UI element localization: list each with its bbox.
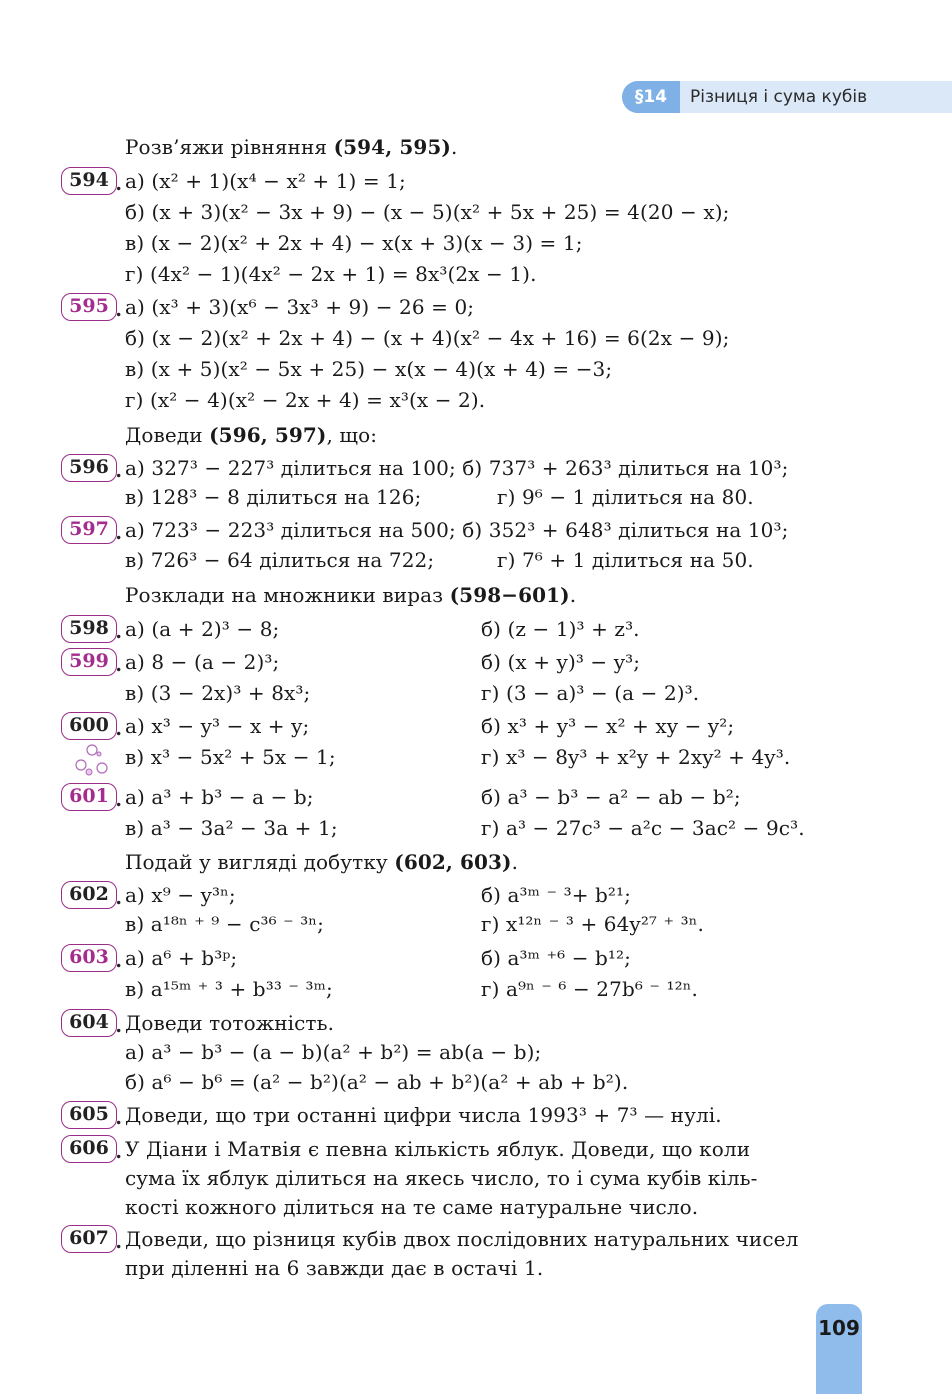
text-line: б) (x + 3)(x² − 3x + 9) − (x − 5)(x² + 5x + 25) = 4(20 − x);	[125, 200, 730, 224]
text-line: а) x⁹ − y³ⁿ;	[125, 883, 236, 907]
text-line: кості кожного ділиться на те саме натуральне число.	[125, 1195, 699, 1219]
exercise-number-badge: 607 .	[61, 1225, 117, 1253]
text-line: а) a⁶ + b³ᵖ;	[125, 946, 238, 970]
text-line: в) 726³ − 64 ділиться на 722;	[125, 548, 435, 572]
exercise-number-badge: 602 .	[61, 881, 117, 909]
text-line: а) (x² + 1)(x⁴ − x² + 1) = 1;	[125, 169, 406, 193]
text-line: в) (x + 5)(x² − 5x + 25) − x(x − 4)(x + 4) = −3;	[125, 357, 613, 381]
text-line: г) (3 − a)³ − (a − 2)³.	[481, 681, 700, 705]
exercise-number: 598	[69, 617, 109, 639]
text-line: а) a³ − b³ − (a − b)(a² + b²) = ab(a − b);	[125, 1040, 542, 1064]
text-line: Подай у вигляді добутку (602, 603).	[125, 850, 519, 874]
text-line: б) (z − 1)³ + z³.	[481, 617, 640, 641]
text-line: в) a³ − 3a² − 3a + 1;	[125, 816, 338, 840]
exercise-number: 604	[69, 1011, 109, 1033]
text-line: Доведи тотожність.	[125, 1011, 335, 1035]
text-line: г) 7⁶ + 1 ділиться на 50.	[497, 548, 754, 572]
exercise-number-badge: 605 .	[61, 1101, 117, 1129]
text-line: г) (4x² − 1)(4x² − 2x + 1) = 8x³(2x − 1).	[125, 262, 537, 286]
text-line: Розв’яжи рівняння (594, 595).	[125, 135, 458, 159]
exercise-number-badge: 595 .	[61, 293, 117, 321]
exercise-number-badge: 596 .	[61, 454, 117, 482]
exercise-number: 603	[69, 946, 109, 968]
group-work-icon	[74, 743, 110, 779]
text-line: б) (x − 2)(x² + 2x + 4) − (x + 4)(x² − 4x + 16) = 6(2x − 9);	[125, 326, 730, 350]
text-line: в) (3 − 2x)³ + 8x³;	[125, 681, 311, 705]
text-line: б) (x + y)³ − y³;	[481, 650, 641, 674]
text-line: а) (a + 2)³ − 8;	[125, 617, 280, 641]
exercise-number: 606	[69, 1137, 109, 1159]
text-line: Доведи, що три останні цифри числа 1993³ + 7³ — нулі.	[125, 1103, 722, 1127]
exercise-number-badge: 600 .	[61, 712, 117, 740]
section-header	[622, 81, 952, 113]
text-line: а) 8 − (a − 2)³;	[125, 650, 280, 674]
text-line: б) a⁶ − b⁶ = (a² − b²)(a² − ab + b²)(a² + ab + b²).	[125, 1070, 629, 1094]
text-line: Доведи, що різниця кубів двох послідовних натуральних чисел	[125, 1227, 799, 1251]
exercise-number-badge: 601 .	[61, 783, 117, 811]
section-title: Різниця і сума кубів	[690, 87, 868, 107]
exercise-number: 601	[69, 785, 109, 807]
text-line: в) a¹⁸ⁿ ⁺ ⁹ − c³⁶ ⁻ ³ⁿ;	[125, 912, 325, 936]
text-line: Розклади на множники вираз (598−601).	[125, 583, 577, 607]
text-line: сума їх яблук ділиться на якесь число, то і сума кубів кіль-	[125, 1166, 758, 1190]
text-line: в) x³ − 5x² + 5x − 1;	[125, 745, 336, 769]
exercise-number: 597	[69, 518, 109, 540]
exercise-number: 600	[69, 714, 109, 736]
text-line: г) (x² − 4)(x² − 2x + 4) = x³(x − 2).	[125, 388, 486, 412]
exercise-number: 595	[69, 295, 109, 317]
text-line: г) a³ − 27c³ − a²c − 3ac² − 9c³.	[481, 816, 805, 840]
text-line: в) 128³ − 8 ділиться на 126;	[125, 485, 422, 509]
exercise-number-badge: 598 .	[61, 615, 117, 643]
exercise-number: 602	[69, 883, 109, 905]
text-line: в) (x − 2)(x² + 2x + 4) − x(x + 3)(x − 3) = 1;	[125, 231, 583, 255]
text-line: а) a³ + b³ − a − b;	[125, 785, 314, 809]
text-line: а) 327³ − 227³ ділиться на 100; б) 737³ + 263³ ділиться на 10³;	[125, 456, 789, 480]
exercise-number: 607	[69, 1227, 109, 1249]
section-number: §14	[622, 81, 680, 113]
text-line: г) x¹²ⁿ ⁻ ³ + 64y²⁷ ⁺ ³ⁿ.	[481, 912, 704, 936]
text-line: б) a³ᵐ ⁻ ³+ b²¹;	[481, 883, 631, 907]
text-line: Доведи (596, 597), що:	[125, 423, 378, 447]
exercise-number-badge: 606 .	[61, 1135, 117, 1163]
exercise-number-badge: 604 .	[61, 1009, 117, 1037]
exercise-number-badge: 603 .	[61, 944, 117, 972]
text-line: б) a³ − b³ − a² − ab − b²;	[481, 785, 741, 809]
text-line: г) x³ − 8y³ + x²y + 2xy² + 4y³.	[481, 745, 791, 769]
exercise-number: 596	[69, 456, 109, 478]
exercise-number-badge: 599 .	[61, 648, 117, 676]
page-number: 109	[816, 1304, 862, 1394]
text-line: У Діани і Матвія є певна кількість яблук. Доведи, що коли	[125, 1137, 751, 1161]
text-line: г) a⁹ⁿ ⁻ ⁶ − 27b⁶ ⁻ ¹²ⁿ.	[481, 977, 698, 1001]
text-line: в) a¹⁵ᵐ ⁺ ³ + b³³ ⁻ ³ᵐ;	[125, 977, 333, 1001]
text-line: при діленні на 6 завжди дає в остачі 1.	[125, 1256, 544, 1280]
text-line: б) a³ᵐ ⁺⁶ − b¹²;	[481, 946, 631, 970]
text-line: г) 9⁶ − 1 ділиться на 80.	[497, 485, 754, 509]
text-line: а) 723³ − 223³ ділиться на 500; б) 352³ + 648³ ділиться на 10³;	[125, 518, 789, 542]
exercise-number-badge: 594 .	[61, 167, 117, 195]
text-line: а) x³ − y³ − x + y;	[125, 714, 310, 738]
text-line: а) (x³ + 3)(x⁶ − 3x³ + 9) − 26 = 0;	[125, 295, 475, 319]
exercise-number: 594	[69, 169, 109, 191]
exercise-number: 605	[69, 1103, 109, 1125]
text-line: б) x³ + y³ − x² + xy − y²;	[481, 714, 735, 738]
exercise-number-badge: 597 .	[61, 516, 117, 544]
exercise-number: 599	[69, 650, 109, 672]
